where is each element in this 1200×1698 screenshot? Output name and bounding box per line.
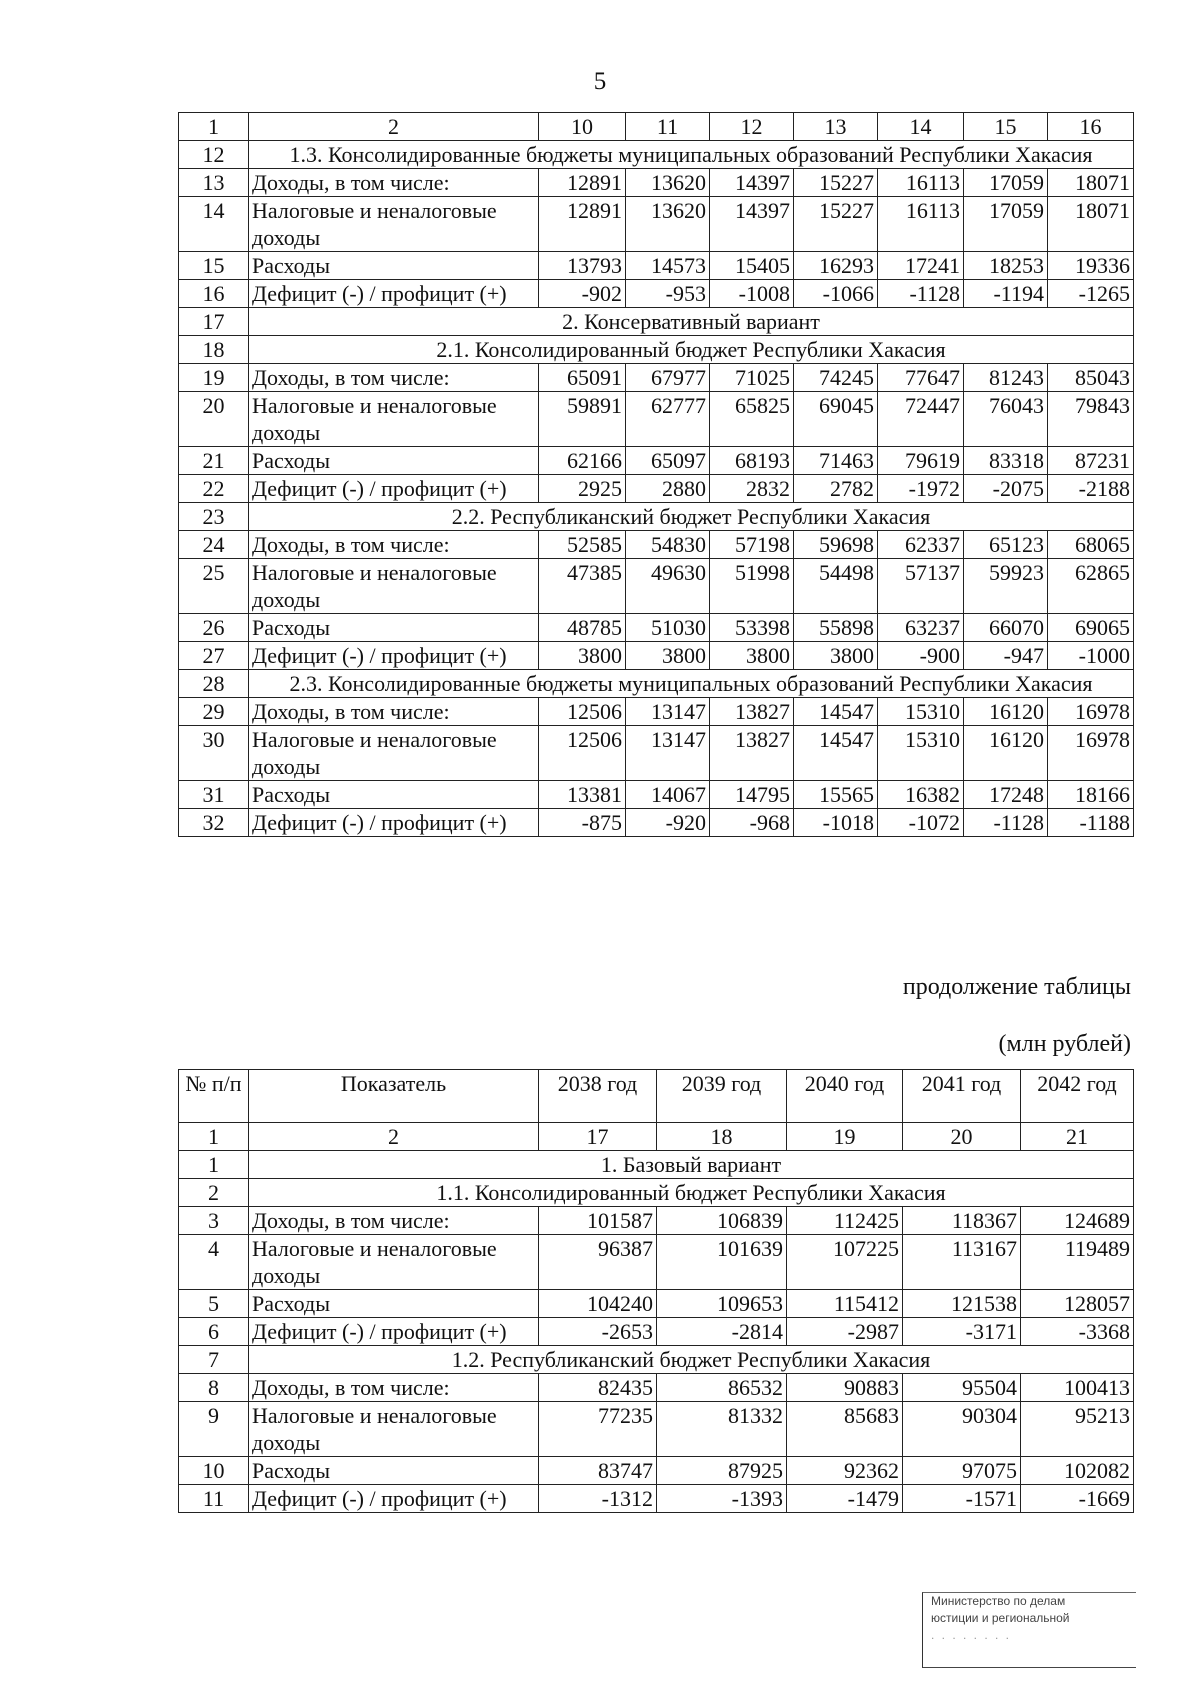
value-cell: 62865 <box>1048 559 1134 614</box>
value-cell: -1008 <box>710 280 794 308</box>
value-cell: 106839 <box>657 1207 787 1235</box>
value-cell: 3800 <box>794 642 878 670</box>
value-cell: 14547 <box>794 726 878 781</box>
row-number: 15 <box>179 252 249 280</box>
value-cell: 118367 <box>903 1207 1021 1235</box>
value-cell: 69045 <box>794 392 878 447</box>
value-cell: 72447 <box>878 392 964 447</box>
value-cell: 15310 <box>878 698 964 726</box>
table-row <box>179 392 1134 447</box>
value-cell: -1188 <box>1048 809 1134 837</box>
row-number: 18 <box>179 336 249 364</box>
column-number: 2 <box>249 113 539 141</box>
column-number: 19 <box>787 1123 903 1151</box>
section-row <box>179 336 1134 364</box>
value-cell: -1265 <box>1048 280 1134 308</box>
value-cell: 18071 <box>1048 197 1134 252</box>
column-header: 2040 год <box>787 1070 903 1123</box>
column-header: № п/п <box>179 1070 249 1123</box>
value-cell: 113167 <box>903 1235 1021 1290</box>
value-cell: 81243 <box>964 364 1048 392</box>
units-caption: (млн рублей) <box>998 1031 1131 1057</box>
value-cell: 128057 <box>1021 1290 1134 1318</box>
value-cell: 77235 <box>539 1402 657 1457</box>
row-label: Расходы <box>249 252 539 280</box>
table-row <box>179 559 1134 614</box>
value-cell: 67977 <box>626 364 710 392</box>
section-title: 2.1. Консолидированный бюджет Республики Хакасия <box>249 336 1134 364</box>
row-number: 24 <box>179 531 249 559</box>
column-number: 20 <box>903 1123 1021 1151</box>
section-title: 1. Базовый вариант <box>249 1151 1134 1179</box>
value-cell: 112425 <box>787 1207 903 1235</box>
section-title: 2.2. Республиканский бюджет Республики Хакасия <box>249 503 1134 531</box>
value-cell: 59698 <box>794 531 878 559</box>
row-label: Расходы <box>249 1290 539 1318</box>
value-cell: 15310 <box>878 726 964 781</box>
value-cell: -1072 <box>878 809 964 837</box>
value-cell: 52585 <box>539 531 626 559</box>
column-number-row <box>179 1123 1134 1151</box>
column-header: Показатель <box>249 1070 539 1123</box>
row-label: Налоговые и неналоговые доходы <box>249 726 539 781</box>
row-number: 23 <box>179 503 249 531</box>
row-number: 28 <box>179 670 249 698</box>
value-cell: 68065 <box>1048 531 1134 559</box>
value-cell: -1066 <box>794 280 878 308</box>
row-label: Дефицит (-) / профицит (+) <box>249 475 539 503</box>
value-cell: 14573 <box>626 252 710 280</box>
value-cell: 104240 <box>539 1290 657 1318</box>
row-number: 22 <box>179 475 249 503</box>
table-header-row <box>179 1070 1134 1123</box>
table-row <box>179 475 1134 503</box>
value-cell: 14397 <box>710 169 794 197</box>
table-row <box>179 1374 1134 1402</box>
value-cell: -2814 <box>657 1318 787 1346</box>
budget-table-part-2 <box>178 1069 1134 1513</box>
table-row <box>179 1485 1134 1513</box>
table-row <box>179 280 1134 308</box>
value-cell: -902 <box>539 280 626 308</box>
value-cell: 12891 <box>539 169 626 197</box>
table-row <box>179 614 1134 642</box>
section-row <box>179 1346 1134 1374</box>
stamp-line-1: Министерство по делам <box>931 1594 1066 1608</box>
value-cell: -920 <box>626 809 710 837</box>
row-label: Доходы, в том числе: <box>249 698 539 726</box>
row-label: Налоговые и неналоговые доходы <box>249 392 539 447</box>
value-cell: 87925 <box>657 1457 787 1485</box>
value-cell: 79843 <box>1048 392 1134 447</box>
value-cell: 102082 <box>1021 1457 1134 1485</box>
row-number: 11 <box>179 1485 249 1513</box>
column-number: 21 <box>1021 1123 1134 1151</box>
value-cell: 13620 <box>626 169 710 197</box>
value-cell: 18253 <box>964 252 1048 280</box>
row-number: 31 <box>179 781 249 809</box>
row-number: 25 <box>179 559 249 614</box>
value-cell: 2925 <box>539 475 626 503</box>
value-cell: 100413 <box>1021 1374 1134 1402</box>
value-cell: 90883 <box>787 1374 903 1402</box>
section-row <box>179 141 1134 169</box>
table-row <box>179 252 1134 280</box>
value-cell: 65825 <box>710 392 794 447</box>
value-cell: 101587 <box>539 1207 657 1235</box>
value-cell: 101639 <box>657 1235 787 1290</box>
value-cell: 82435 <box>539 1374 657 1402</box>
table-row <box>179 197 1134 252</box>
value-cell: 2880 <box>626 475 710 503</box>
value-cell: 69065 <box>1048 614 1134 642</box>
value-cell: 121538 <box>903 1290 1021 1318</box>
value-cell: 92362 <box>787 1457 903 1485</box>
value-cell: 95504 <box>903 1374 1021 1402</box>
value-cell: 16113 <box>878 197 964 252</box>
table-row <box>179 447 1134 475</box>
row-number: 8 <box>179 1374 249 1402</box>
value-cell: 13827 <box>710 726 794 781</box>
row-number: 12 <box>179 141 249 169</box>
value-cell: 3800 <box>710 642 794 670</box>
value-cell: -1312 <box>539 1485 657 1513</box>
value-cell: 51030 <box>626 614 710 642</box>
table-row <box>179 642 1134 670</box>
row-number: 16 <box>179 280 249 308</box>
value-cell: 17059 <box>964 197 1048 252</box>
column-header: 2041 год <box>903 1070 1021 1123</box>
value-cell: 96387 <box>539 1235 657 1290</box>
value-cell: 59891 <box>539 392 626 447</box>
value-cell: -2075 <box>964 475 1048 503</box>
value-cell: 16978 <box>1048 726 1134 781</box>
table-row <box>179 781 1134 809</box>
table-row <box>179 1318 1134 1346</box>
table-row <box>179 169 1134 197</box>
value-cell: 14547 <box>794 698 878 726</box>
value-cell: -2188 <box>1048 475 1134 503</box>
value-cell: 54498 <box>794 559 878 614</box>
value-cell: 119489 <box>1021 1235 1134 1290</box>
row-number: 5 <box>179 1290 249 1318</box>
value-cell: 53398 <box>710 614 794 642</box>
value-cell: 83318 <box>964 447 1048 475</box>
value-cell: 124689 <box>1021 1207 1134 1235</box>
column-number: 1 <box>179 113 249 141</box>
table-row <box>179 698 1134 726</box>
value-cell: -947 <box>964 642 1048 670</box>
section-title: 2. Консервативный вариант <box>249 308 1134 336</box>
row-label: Дефицит (-) / профицит (+) <box>249 809 539 837</box>
value-cell: 13381 <box>539 781 626 809</box>
section-row <box>179 1151 1134 1179</box>
value-cell: -3171 <box>903 1318 1021 1346</box>
value-cell: 16120 <box>964 726 1048 781</box>
column-number-row <box>179 113 1134 141</box>
value-cell: 109653 <box>657 1290 787 1318</box>
section-title: 1.2. Республиканский бюджет Республики Хакасия <box>249 1346 1134 1374</box>
row-number: 30 <box>179 726 249 781</box>
value-cell: 85043 <box>1048 364 1134 392</box>
value-cell: 3800 <box>626 642 710 670</box>
row-number: 19 <box>179 364 249 392</box>
row-number: 9 <box>179 1402 249 1457</box>
value-cell: 12506 <box>539 698 626 726</box>
row-number: 13 <box>179 169 249 197</box>
value-cell: 12891 <box>539 197 626 252</box>
value-cell: 3800 <box>539 642 626 670</box>
value-cell: -875 <box>539 809 626 837</box>
registration-stamp <box>922 1592 1136 1668</box>
row-label: Расходы <box>249 447 539 475</box>
continuation-caption: продолжение таблицы <box>902 974 1131 1000</box>
value-cell: 86532 <box>657 1374 787 1402</box>
value-cell: 2832 <box>710 475 794 503</box>
value-cell: 57198 <box>710 531 794 559</box>
row-number: 29 <box>179 698 249 726</box>
value-cell: -1571 <box>903 1485 1021 1513</box>
column-header: 2039 год <box>657 1070 787 1123</box>
value-cell: -968 <box>710 809 794 837</box>
row-number: 27 <box>179 642 249 670</box>
value-cell: 62777 <box>626 392 710 447</box>
value-cell: 77647 <box>878 364 964 392</box>
value-cell: 81332 <box>657 1402 787 1457</box>
value-cell: 115412 <box>787 1290 903 1318</box>
value-cell: 13147 <box>626 698 710 726</box>
table-row <box>179 726 1134 781</box>
value-cell: 85683 <box>787 1402 903 1457</box>
value-cell: 15227 <box>794 197 878 252</box>
value-cell: 13147 <box>626 726 710 781</box>
value-cell: 16978 <box>1048 698 1134 726</box>
value-cell: -1128 <box>878 280 964 308</box>
row-number: 3 <box>179 1207 249 1235</box>
row-label: Налоговые и неналоговые доходы <box>249 197 539 252</box>
row-number: 4 <box>179 1235 249 1290</box>
column-number: 15 <box>964 113 1048 141</box>
value-cell: -1194 <box>964 280 1048 308</box>
column-number: 11 <box>626 113 710 141</box>
row-label: Доходы, в том числе: <box>249 1374 539 1402</box>
value-cell: 16382 <box>878 781 964 809</box>
value-cell: 68193 <box>710 447 794 475</box>
value-cell: 15405 <box>710 252 794 280</box>
table-row <box>179 531 1134 559</box>
value-cell: 15565 <box>794 781 878 809</box>
value-cell: 59923 <box>964 559 1048 614</box>
stamp-line-3: . . . . . . . . <box>931 1628 1012 1642</box>
value-cell: 95213 <box>1021 1402 1134 1457</box>
value-cell: 54830 <box>626 531 710 559</box>
row-number: 20 <box>179 392 249 447</box>
value-cell: 66070 <box>964 614 1048 642</box>
table-row <box>179 1207 1134 1235</box>
column-number: 13 <box>794 113 878 141</box>
row-label: Расходы <box>249 1457 539 1485</box>
column-header: 2038 год <box>539 1070 657 1123</box>
value-cell: 83747 <box>539 1457 657 1485</box>
value-cell: 65097 <box>626 447 710 475</box>
value-cell: -1128 <box>964 809 1048 837</box>
table-row <box>179 809 1134 837</box>
value-cell: -1479 <box>787 1485 903 1513</box>
column-number: 2 <box>249 1123 539 1151</box>
budget-table-part-1 <box>178 112 1134 837</box>
page-number: 5 <box>593 68 607 95</box>
value-cell: 17059 <box>964 169 1048 197</box>
column-header: 2042 год <box>1021 1070 1134 1123</box>
value-cell: -1000 <box>1048 642 1134 670</box>
row-number: 7 <box>179 1346 249 1374</box>
row-number: 21 <box>179 447 249 475</box>
value-cell: 65123 <box>964 531 1048 559</box>
row-label: Доходы, в том числе: <box>249 1207 539 1235</box>
value-cell: 13620 <box>626 197 710 252</box>
value-cell: 14067 <box>626 781 710 809</box>
value-cell: 16293 <box>794 252 878 280</box>
row-label: Налоговые и неналоговые доходы <box>249 1235 539 1290</box>
value-cell: 18166 <box>1048 781 1134 809</box>
table-row <box>179 1290 1134 1318</box>
value-cell: 57137 <box>878 559 964 614</box>
row-label: Дефицит (-) / профицит (+) <box>249 1318 539 1346</box>
value-cell: 76043 <box>964 392 1048 447</box>
value-cell: 71025 <box>710 364 794 392</box>
value-cell: 19336 <box>1048 252 1134 280</box>
table-row <box>179 1235 1134 1290</box>
column-number: 14 <box>878 113 964 141</box>
row-number: 32 <box>179 809 249 837</box>
section-title: 2.3. Консолидированные бюджеты муниципальных образований Республики Хакасия <box>249 670 1134 698</box>
row-label: Дефицит (-) / профицит (+) <box>249 280 539 308</box>
value-cell: 13827 <box>710 698 794 726</box>
value-cell: 55898 <box>794 614 878 642</box>
value-cell: -1972 <box>878 475 964 503</box>
value-cell: 71463 <box>794 447 878 475</box>
table-row <box>179 1402 1134 1457</box>
value-cell: 90304 <box>903 1402 1021 1457</box>
value-cell: 63237 <box>878 614 964 642</box>
row-label: Налоговые и неналоговые доходы <box>249 1402 539 1457</box>
section-title: 1.1. Консолидированный бюджет Республики Хакасия <box>249 1179 1134 1207</box>
value-cell: 51998 <box>710 559 794 614</box>
column-number: 17 <box>539 1123 657 1151</box>
value-cell: -953 <box>626 280 710 308</box>
row-number: 10 <box>179 1457 249 1485</box>
row-label: Расходы <box>249 781 539 809</box>
value-cell: 62337 <box>878 531 964 559</box>
column-number: 16 <box>1048 113 1134 141</box>
value-cell: -1393 <box>657 1485 787 1513</box>
row-number: 14 <box>179 197 249 252</box>
value-cell: -1669 <box>1021 1485 1134 1513</box>
value-cell: 87231 <box>1048 447 1134 475</box>
section-row <box>179 1179 1134 1207</box>
table-row <box>179 1457 1134 1485</box>
value-cell: 2782 <box>794 475 878 503</box>
value-cell: -900 <box>878 642 964 670</box>
value-cell: 15227 <box>794 169 878 197</box>
value-cell: 14795 <box>710 781 794 809</box>
row-label: Дефицит (-) / профицит (+) <box>249 642 539 670</box>
value-cell: -1018 <box>794 809 878 837</box>
value-cell: -3368 <box>1021 1318 1134 1346</box>
row-number: 1 <box>179 1151 249 1179</box>
value-cell: 17241 <box>878 252 964 280</box>
row-label: Доходы, в том числе: <box>249 364 539 392</box>
row-label: Доходы, в том числе: <box>249 169 539 197</box>
section-row <box>179 503 1134 531</box>
value-cell: 97075 <box>903 1457 1021 1485</box>
table-row <box>179 364 1134 392</box>
row-label: Налоговые и неналоговые доходы <box>249 559 539 614</box>
row-number: 2 <box>179 1179 249 1207</box>
section-row <box>179 308 1134 336</box>
row-number: 6 <box>179 1318 249 1346</box>
value-cell: 12506 <box>539 726 626 781</box>
section-title: 1.3. Консолидированные бюджеты муниципальных образований Республики Хакасия <box>249 141 1134 169</box>
value-cell: 16120 <box>964 698 1048 726</box>
column-number: 10 <box>539 113 626 141</box>
value-cell: 49630 <box>626 559 710 614</box>
row-label: Доходы, в том числе: <box>249 531 539 559</box>
row-label: Расходы <box>249 614 539 642</box>
value-cell: 62166 <box>539 447 626 475</box>
column-number: 12 <box>710 113 794 141</box>
value-cell: 107225 <box>787 1235 903 1290</box>
value-cell: 18071 <box>1048 169 1134 197</box>
value-cell: -2987 <box>787 1318 903 1346</box>
value-cell: 14397 <box>710 197 794 252</box>
row-number: 26 <box>179 614 249 642</box>
value-cell: 79619 <box>878 447 964 475</box>
value-cell: 17248 <box>964 781 1048 809</box>
value-cell: 65091 <box>539 364 626 392</box>
row-label: Дефицит (-) / профицит (+) <box>249 1485 539 1513</box>
stamp-line-2: юстиции и региональной <box>931 1611 1070 1625</box>
value-cell: 48785 <box>539 614 626 642</box>
value-cell: 13793 <box>539 252 626 280</box>
row-number: 17 <box>179 308 249 336</box>
value-cell: 47385 <box>539 559 626 614</box>
column-number: 1 <box>179 1123 249 1151</box>
value-cell: -2653 <box>539 1318 657 1346</box>
value-cell: 74245 <box>794 364 878 392</box>
value-cell: 16113 <box>878 169 964 197</box>
section-row <box>179 670 1134 698</box>
column-number: 18 <box>657 1123 787 1151</box>
